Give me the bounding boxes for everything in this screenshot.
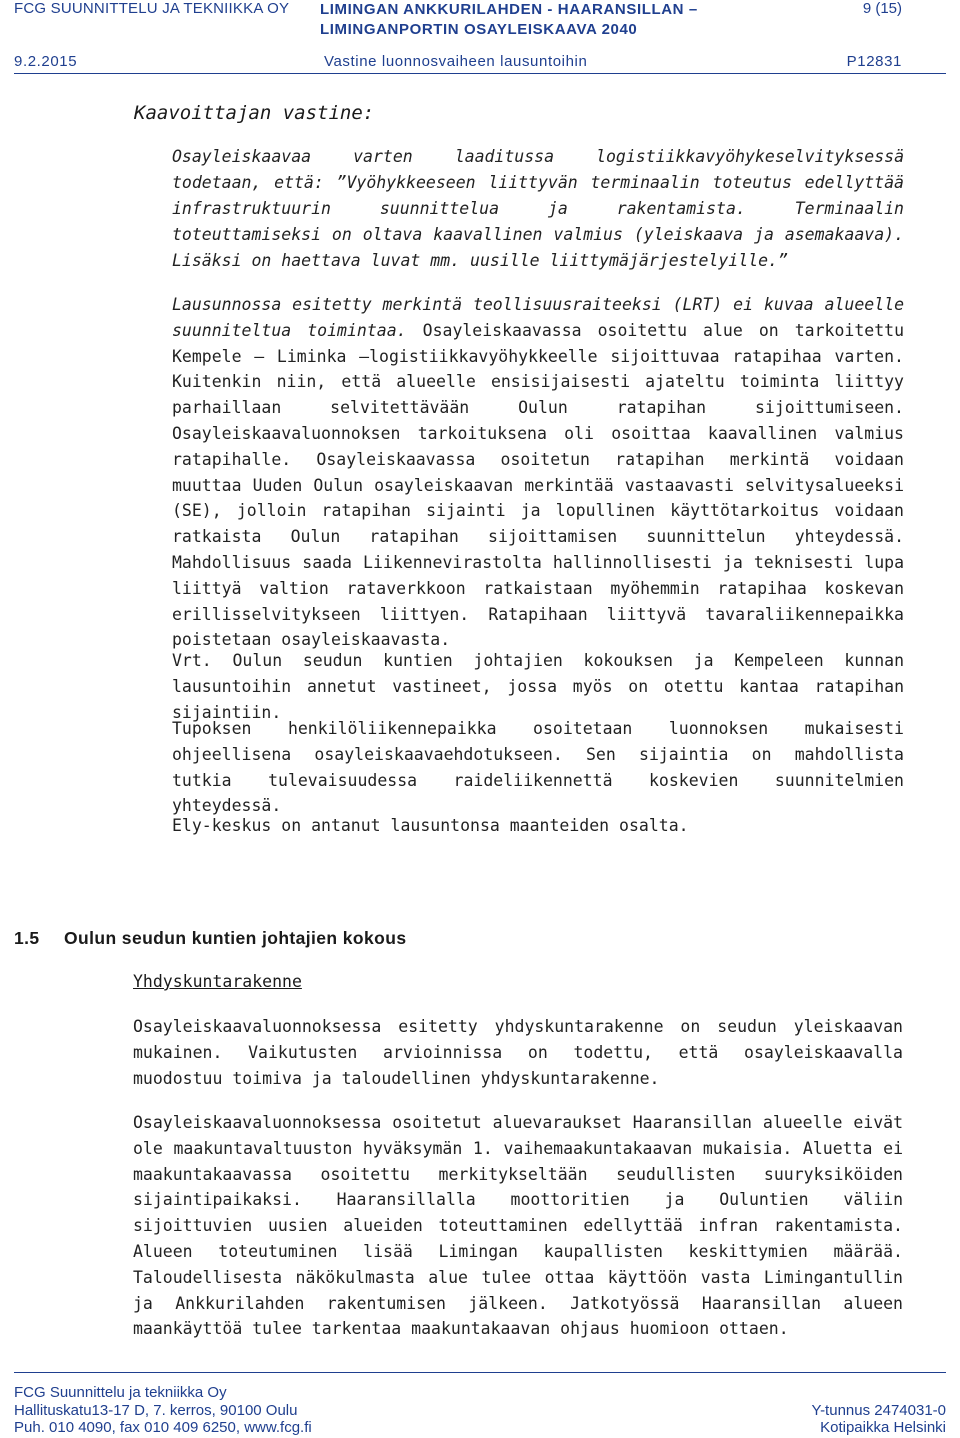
ely-paragraph: Ely-keskus on antanut lausuntonsa maanteiden osalta.	[172, 816, 689, 835]
response-heading: Kaavoittajan vastine:	[134, 102, 375, 124]
footer-company: FCG Suunnittelu ja tekniikka Oy	[14, 1384, 227, 1401]
tupos-paragraph: Tupoksen henkilöliikennepaikka osoitetaan luonnoksen mukaisesti ohjeellisena osayleiskaavaehdotukseen. Sen sijaintia on mahdollista tutkia tulevaisuudessa raideliikennettä koskevien suunnitelmien yhteydessä.	[172, 719, 904, 816]
quote-paragraph: Osayleiskaavaa varten laaditussa logistiikkavyöhykeselvityksessä todetaan, että: ”Vyöhykkeeseen liittyvän terminaalin toteutus edellyttää infrastruktuurin suunnittelua ja rakentamista. Terminaalin toteuttamiseksi on oltava kaavallinen valmius (yleiskaava ja asemakaava). Lisäksi on haettava luvat mm. uusille liittymäjärjestelyille.”	[172, 147, 904, 270]
section-paragraph-1: Osayleiskaavaluonnoksessa esitetty yhdyskuntarakenne on seudun yleiskaavan mukainen. Vaikutusten arvioinnissa on todettu, että osayleiskaavalla muodostuu toimiva ja taloudellinen yhdyskuntarakenne.	[133, 1017, 903, 1088]
header-company: FCG SUUNNITTELU JA TEKNIIKKA OY	[14, 0, 290, 17]
section-paragraph-2: Osayleiskaavaluonnoksessa osoitetut aluevaraukset Haaransillan alueelle eivät ole maakuntavaltuuston hyväksymän 1. vaihemaakuntakaavan mukaisia. Aluetta ei maakuntakaavassa osoitettu merkitykseltään seudullisten suuryksiköiden sijaintipaikaksi. Haaransillalla moottoritien ja Ouluntien väliin sijoittuvien uusien alueiden toteuttaminen edellyttää infran rakentamista. Alueen toteutuminen lisää Limingan kaupallisten keskittymien määrää. Taloudellisesta näkökulmasta alue tulee ottaa käyttöön vasta Limingantullin ja Ankkurilahden rakentumisen jälkeen. Jatkotyössä Haaransillan alueen maankäyttöä tulee tarkentaa maakuntakaavan ohjaus huomioon ottaen.	[133, 1113, 903, 1339]
section-number: 1.5	[14, 928, 40, 948]
section-title-text: Oulun seudun kuntien johtajien kokous	[64, 928, 407, 948]
response-body-text: Osayleiskaavassa osoitettu alue on tarkoitettu Kempele – Liminka –logistiikkavyöhykkeelle sijoittuvaa ratapihaa varten. Kuitenkin niin, että alueelle ensisijaisesti ajateltu toiminta liittyy parhaillaan selvitettävään Oulun ratapihan sijoittumiseen. Osayleiskaavaluonnoksen tarkoituksena oli osoittaa kaavallinen valmius ratapihalle. Osayleiskaavassa osoitetun ratapihan merkintä voidaan muuttaa Uuden Oulun osayleiskaavan merkintää vastaavasti selvitysalueeksi (SE), jolloin ratapihan sijainti ja lopullinen käyttötarkoitus voidaan ratkaista Oulun ratapihan sijoittamisen suunnittelun yhteydessä. Mahdollisuus saada Liikennevirastolta hallinnollisesti ja teknisesti lupa liittyä valtion rataverkkoon ratkaistaan myöhemmin ratapihaa koskevan erillisselvitykseen liittyen. Ratapihaan liittyvä tavaraliikennepaikka poistetaan osayleiskaavasta.	[172, 320, 905, 650]
footer-rule	[14, 1372, 946, 1373]
vrt-paragraph: Vrt. Oulun seudun kuntien johtajien kokouksen ja Kempeleen kunnan lausuntoihin annetut vastineet, jossa myös on otettu kantaa ratapihan sijaintiin.	[172, 651, 904, 722]
response-paragraph	[172, 292, 904, 653]
header-project-line1: LIMINGAN ANKKURILAHDEN - HAARANSILLAN –	[320, 1, 698, 18]
footer-address: Hallituskatu13-17 D, 7. kerros, 90100 Oulu	[14, 1402, 298, 1419]
header-subtitle: Vastine luonnosvaiheen lausuntoihin	[324, 53, 588, 70]
header-reference: P12831	[846, 53, 902, 70]
footer-contact: Puh. 010 4090, fax 010 409 6250, www.fcg.fi	[14, 1419, 312, 1436]
section-subheading: Yhdyskuntarakenne	[133, 972, 302, 991]
header-project-line2: LIMINGANPORTIN OSAYLEISKAAVA 2040	[320, 21, 638, 38]
header-project-title	[320, 0, 698, 40]
footer-business-id: Y-tunnus 2474031-0	[811, 1402, 946, 1419]
header-rule	[14, 73, 946, 74]
response-italic-text: Lausunnossa esitetty merkintä teollisuusraiteeksi (LRT) ei kuvaa alueelle suunniteltua toimintaa.	[172, 295, 904, 340]
header-date: 9.2.2015	[14, 53, 78, 70]
section-title	[14, 928, 406, 949]
header-page-number: 9 (15)	[862, 0, 902, 17]
footer-domicile: Kotipaikka Helsinki	[820, 1419, 946, 1436]
